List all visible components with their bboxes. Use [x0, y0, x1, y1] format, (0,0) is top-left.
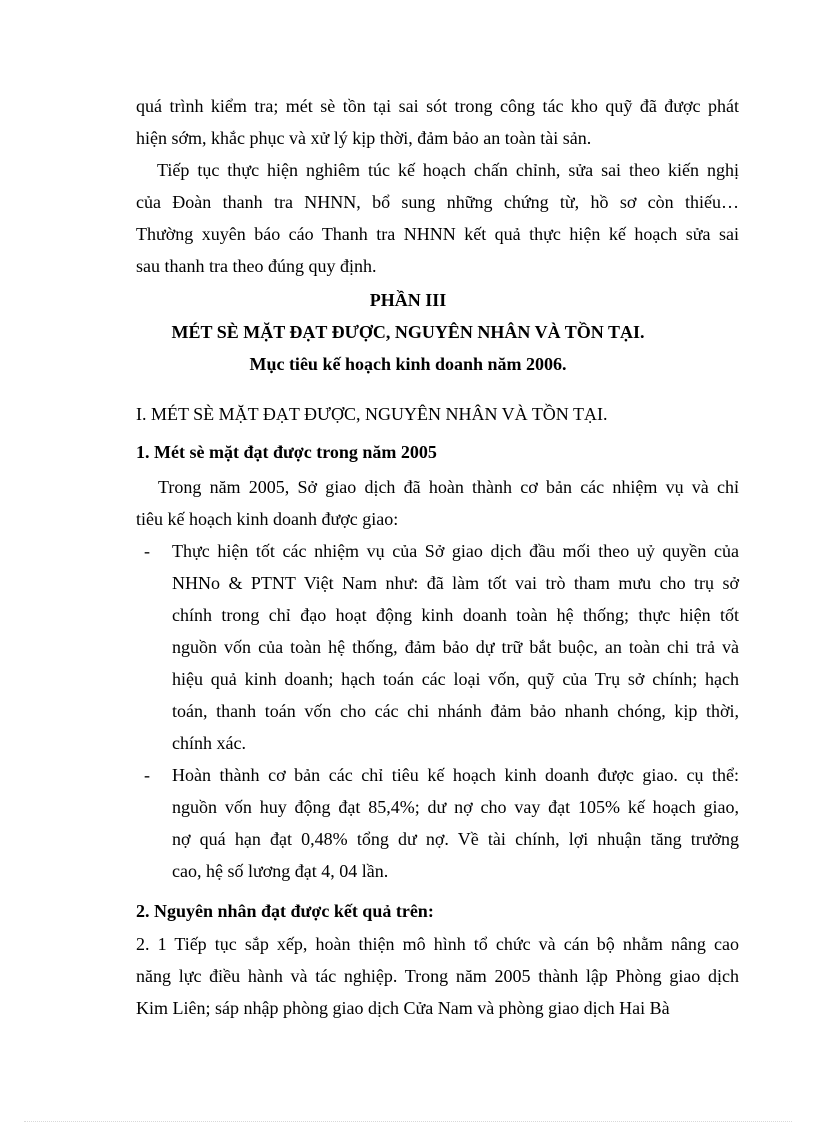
subsection-heading: 1. Mét sè mặt đạt được trong năm 2005	[136, 442, 437, 462]
list-item-line: chính trong chỉ đạo hoạt động kinh doanh toàn hệ thống; thực hiện tốt	[172, 605, 739, 625]
list-item-line: toán, thanh toán vốn cho các chi nhánh đảm bảo nhanh chóng, kịp thời,	[172, 701, 739, 721]
part-heading: PHẦN III	[369, 290, 447, 310]
list-item-line: nguồn vốn huy động đạt 85,4%; dư nợ cho vay đạt 105% kế hoạch giao,	[172, 797, 739, 817]
paragraph-line: Thường xuyên báo cáo Thanh tra NHNN kết quả thực hiện kế hoạch sửa sai	[136, 224, 739, 244]
list-item-line: nợ quá hạn đạt 0,48% tổng dư nợ. Về tài chính, lợi nhuận tăng trưởng	[172, 829, 739, 849]
paragraph-line: Trong năm 2005, Sở giao dịch đã hoàn thành cơ bản các nhiệm vụ và chỉ	[158, 477, 739, 497]
list-item-line: Thực hiện tốt các nhiệm vụ của Sở giao dịch đầu mối theo uỷ quyền của	[172, 541, 739, 561]
list-item-line: nguồn vốn của toàn hệ thống, đảm bảo dự trữ bắt buộc, an toàn chi trả và	[172, 637, 739, 657]
paragraph-line: hiện sớm, khắc phục và xử lý kịp thời, đảm bảo an toàn tài sản.	[136, 128, 592, 148]
subsection-heading: 2. Nguyên nhân đạt được kết quả trên:	[136, 901, 434, 921]
paragraph-line: sau thanh tra theo đúng quy định.	[136, 256, 377, 276]
paragraph-line: quá trình kiểm tra; mét sè tồn tại sai sót trong công tác kho quỹ đã được phát	[136, 96, 739, 116]
list-item-line: cao, hệ số lương đạt 4, 04 lần.	[172, 861, 389, 881]
paragraph-line: 2. 1 Tiếp tục sắp xếp, hoàn thiện mô hình tổ chức và cán bộ nhằm nâng cao	[136, 934, 739, 954]
part-subtitle: Mục tiêu kế hoạch kinh doanh năm 2006.	[249, 354, 567, 374]
paragraph-line: của Đoàn thanh tra NHNN, bổ sung những chứng từ, hồ sơ còn thiếu…	[136, 192, 739, 212]
bullet-marker: -	[144, 765, 150, 785]
list-item-line: chính xác.	[172, 733, 246, 753]
page-bottom-rule	[24, 1121, 792, 1122]
list-item-line: hiệu quả kinh doanh; hạch toán các loại vốn, quỹ của Trụ sở chính; hạch	[172, 669, 739, 689]
paragraph-line: Kim Liên; sáp nhập phòng giao dịch Cửa Nam và phòng giao dịch Hai Bà	[136, 998, 670, 1018]
list-item-line: NHNo & PTNT Việt Nam như: đã làm tốt vai trò tham mưu cho trụ sở	[172, 573, 739, 593]
section-heading: I. MÉT SÈ MẶT ĐẠT ĐƯỢC, NGUYÊN NHÂN VÀ TỒN TẠI.	[136, 404, 608, 424]
paragraph-line: Tiếp tục thực hiện nghiêm túc kế hoạch chấn chỉnh, sửa sai theo kiến nghị	[157, 160, 739, 180]
bullet-marker: -	[144, 541, 150, 561]
paragraph-line: tiêu kế hoạch kinh doanh được giao:	[136, 509, 399, 529]
paragraph-line: năng lực điều hành và tác nghiệp. Trong năm 2005 thành lập Phòng giao dịch	[136, 966, 739, 986]
part-title: MÉT SÈ MẶT ĐẠT ĐƯỢC, NGUYÊN NHÂN VÀ TỒN TẠI.	[171, 322, 645, 342]
list-item-line: Hoàn thành cơ bản các chỉ tiêu kế hoạch kinh doanh được giao. cụ thể:	[172, 765, 739, 785]
